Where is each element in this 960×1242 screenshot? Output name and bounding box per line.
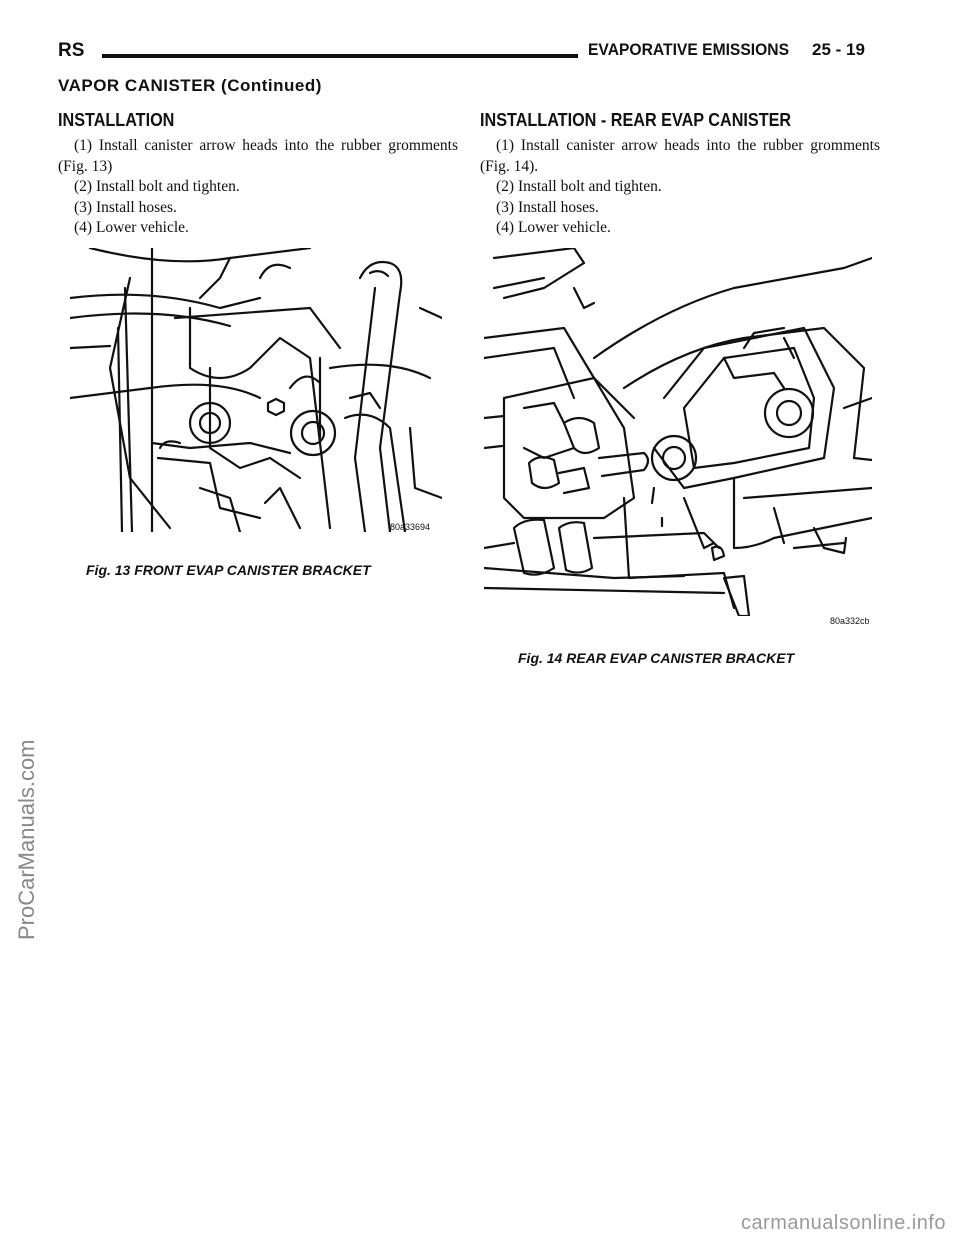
rear-step-4: (4) Lower vehicle. [496,219,611,236]
rear-step-3: (3) Install hoses. [496,198,599,216]
rear-installation-heading: INSTALLATION - REAR EVAP CANISTER [480,110,792,130]
step-4: (4) Lower vehicle. [74,219,189,236]
figure-id-14: 80a332cb [830,616,870,626]
rear-canister-bracket-illustration [484,248,872,626]
header-page-number: 25 - 19 [812,40,865,59]
step-1: (1) Install canister arrow heads into the rubber gromments (Fig. 13) [58,137,458,175]
header-rule [102,54,578,58]
rear-step-2: (2) Install bolt and tighten. [496,178,662,195]
footer-watermark: carmanualsonline.info [740,1212,946,1234]
installation-steps [58,136,458,239]
rear-step-1: (1) Install canister arrow heads into the rubber gromments (Fig. 14). [480,137,880,175]
continued-heading: VAPOR CANISTER (Continued) [58,76,322,95]
step-3: (3) Install hoses. [74,198,177,216]
rear-installation-steps [480,136,880,239]
header-section-title: EVAPORATIVE EMISSIONS [588,40,790,59]
front-canister-bracket-illustration [70,248,442,532]
figure-caption-14: Fig. 14 REAR EVAP CANISTER BRACKET [518,650,795,666]
header-manual-code: RS [58,40,85,61]
step-2: (2) Install bolt and tighten. [74,178,240,195]
figure-id-13: 80a33694 [390,522,431,532]
installation-heading: INSTALLATION [58,110,175,130]
figure-caption-13: Fig. 13 FRONT EVAP CANISTER BRACKET [86,562,371,578]
